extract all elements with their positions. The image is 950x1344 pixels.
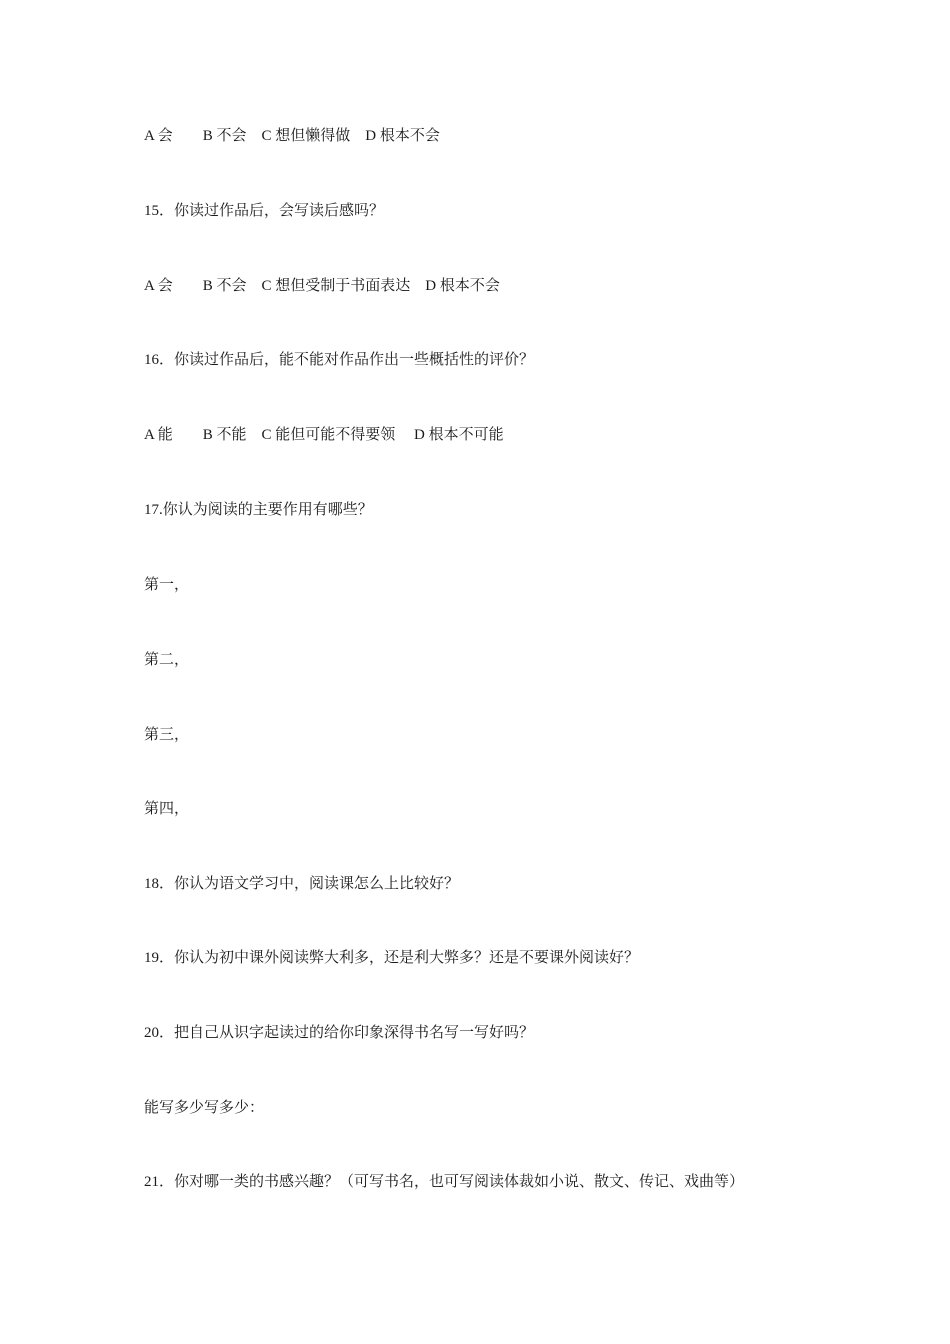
q17-answer-first: 第一，: [144, 577, 190, 593]
question-15: 15．你读过作品后，会写读后感吗？: [144, 203, 385, 219]
q14-options: A 会 B 不会 C 想但懒得做 D 根本不会: [144, 128, 440, 144]
q16-options: A 能 B 不能 C 能但可能不得要领 D 根本不可能: [144, 427, 504, 443]
q20-instruction: 能写多少写多少：: [144, 1100, 265, 1116]
q17-answer-third: 第三，: [144, 727, 190, 743]
question-17: 17.你认为阅读的主要作用有哪些？: [144, 502, 373, 518]
question-18: 18．你认为语文学习中，阅读课怎么上比较好？: [144, 876, 460, 892]
q17-answer-second: 第二，: [144, 652, 190, 668]
question-16: 16．你读过作品后，能不能对作品作出一些概括性的评价？: [144, 352, 535, 368]
q17-answer-fourth: 第四，: [144, 801, 190, 817]
question-20: 20．把自己从识字起读过的给你印象深得书名写一写好吗？: [144, 1025, 535, 1041]
question-21: 21．你对哪一类的书感兴趣？（可写书名，也可写阅读体裁如小说、散文、传记、戏曲等）: [144, 1174, 745, 1190]
q15-options: A 会 B 不会 C 想但受制于书面表达 D 根本不会: [144, 278, 500, 294]
question-19: 19．你认为初中课外阅读弊大利多，还是利大弊多？还是不要课外阅读好？: [144, 950, 640, 966]
